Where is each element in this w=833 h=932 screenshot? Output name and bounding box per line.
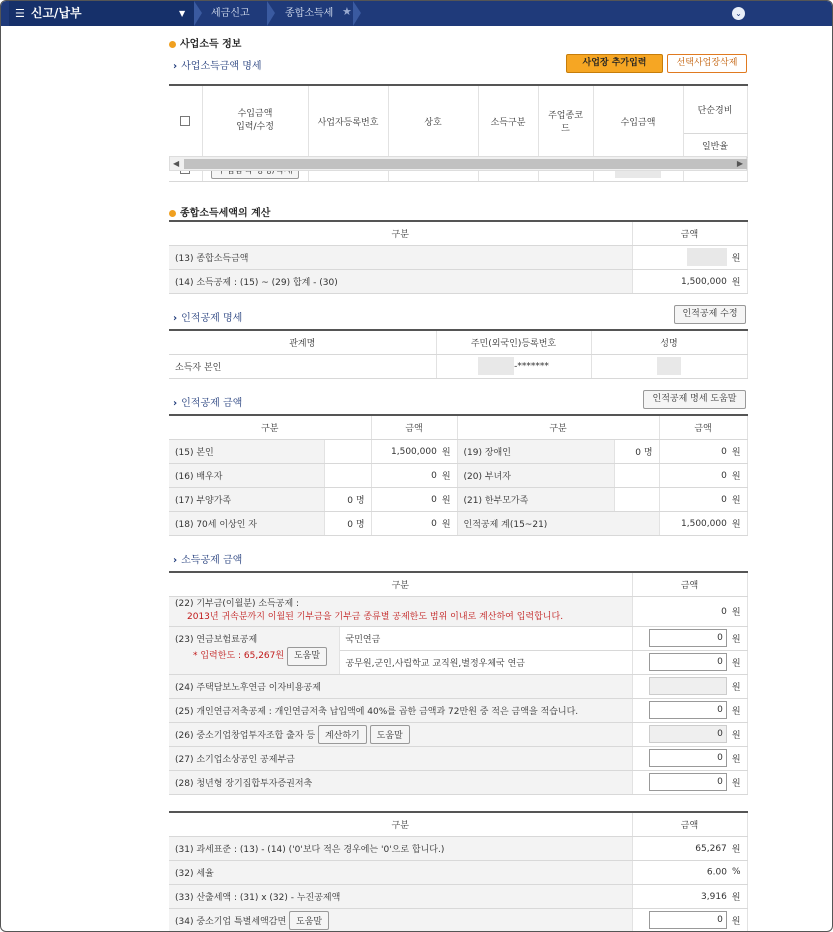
calculate-button[interactable]: 계산하기 bbox=[318, 725, 367, 744]
pa-amount-value: 1,500,000 bbox=[681, 518, 727, 529]
table-row bbox=[169, 463, 747, 487]
row31-amount: 65,267 bbox=[695, 843, 727, 854]
row26-help-button[interactable]: 도움말 bbox=[370, 725, 410, 744]
col-id-no: 주민(외국인)등록번호 bbox=[436, 330, 591, 354]
deduction-table bbox=[169, 571, 748, 795]
col-income-amount: 수입금액 bbox=[593, 85, 683, 157]
row22-amount: 0 bbox=[721, 606, 727, 617]
unit: 원 bbox=[441, 519, 451, 530]
row22-value bbox=[632, 596, 747, 626]
row25-value bbox=[632, 698, 747, 722]
row26-label bbox=[169, 722, 632, 746]
pa-label: (20) 부녀자 bbox=[457, 463, 614, 487]
pa-amount bbox=[371, 487, 457, 511]
collapse-icon[interactable]: ⌄ bbox=[732, 7, 745, 20]
pa-count-value: 0 bbox=[347, 519, 353, 530]
hamburger-icon: ☰ bbox=[15, 7, 25, 20]
col-income-edit: 수입금액 입력/수정 bbox=[202, 85, 308, 157]
col-income-type: 소득구분 bbox=[478, 85, 538, 157]
unit: 원 bbox=[731, 778, 741, 789]
pa-label: (15) 본인 bbox=[169, 439, 324, 463]
pa-amount-value: 0 bbox=[431, 470, 437, 481]
row25-label: (25) 개인연금저축공제 : 개인연금저축 납입액에 40%를 곱한 금액과 72만원 중 적은 금액을 적습니다. bbox=[169, 698, 632, 722]
calc-section-title bbox=[169, 204, 270, 219]
row23b-label: 공무원,군인,사립학교 교직원,별정우체국 연금 bbox=[339, 650, 632, 674]
pa-total-label: 인적공제 계(15~21) bbox=[457, 511, 659, 535]
col-industry-code: 주업종코드 bbox=[538, 85, 593, 157]
row34-label bbox=[169, 908, 632, 932]
dropdown-arrow-icon[interactable]: ▼ bbox=[179, 9, 186, 18]
add-business-button[interactable]: 사업장 추가입력 bbox=[566, 54, 663, 73]
table-row bbox=[169, 626, 747, 650]
unit: 명 bbox=[355, 519, 365, 530]
masked-value bbox=[478, 357, 514, 375]
col-general-rate: 일반율 bbox=[683, 133, 747, 157]
table-row bbox=[169, 884, 747, 908]
pa-label: (16) 배우자 bbox=[169, 463, 324, 487]
name-cell bbox=[591, 354, 747, 378]
bullet-icon bbox=[169, 210, 176, 217]
row23a-value bbox=[632, 626, 747, 650]
pa-amount bbox=[371, 439, 457, 463]
relation-cell: 소득자 본인 bbox=[169, 354, 436, 378]
chevron-right-icon: › bbox=[173, 313, 178, 324]
row23b-value bbox=[632, 650, 747, 674]
horizontal-scrollbar[interactable] bbox=[169, 156, 747, 171]
pa-amount bbox=[659, 487, 747, 511]
table-row bbox=[169, 770, 747, 794]
row34-input[interactable]: 0 bbox=[649, 911, 727, 929]
unit: 원 bbox=[731, 754, 741, 765]
col-name: 성명 bbox=[591, 330, 747, 354]
menu-button[interactable] bbox=[9, 1, 194, 26]
masked-value bbox=[657, 357, 681, 375]
menu-label: 신고/납부 bbox=[30, 6, 82, 20]
deduction-sub-label: 소득공제 금액 bbox=[181, 555, 243, 566]
row22-title: (22) 기부금(이월분) 소득공제 : bbox=[175, 599, 300, 609]
breadcrumb-separator bbox=[267, 1, 275, 26]
row34-help-button[interactable]: 도움말 bbox=[289, 911, 329, 930]
pa-count bbox=[324, 463, 371, 487]
pa-count-value: 0 bbox=[347, 495, 353, 506]
col-simple-expense: 단순경비 bbox=[683, 85, 747, 133]
pa-col-label-left: 구분 bbox=[169, 415, 371, 439]
unit: 원 bbox=[731, 277, 741, 288]
row32-amount: 6.00 bbox=[706, 867, 727, 878]
pa-count bbox=[324, 487, 371, 511]
row13-label: (13) 종합소득금액 bbox=[169, 245, 632, 269]
business-sub-title bbox=[173, 57, 262, 72]
pa-amount bbox=[371, 463, 457, 487]
business-section-title bbox=[169, 35, 241, 50]
personal-amount-table bbox=[169, 414, 748, 536]
pa-label: (21) 한부모가족 bbox=[457, 487, 614, 511]
personal-amount-sub-title bbox=[173, 394, 242, 409]
id-masked: -******* bbox=[514, 361, 549, 372]
top-nav bbox=[1, 1, 833, 26]
row23-label bbox=[169, 626, 339, 674]
table-row bbox=[169, 698, 747, 722]
row26-value bbox=[632, 722, 747, 746]
unit: 원 bbox=[731, 519, 741, 530]
pa-label: (19) 장애인 bbox=[457, 439, 614, 463]
ded-col-amount: 금액 bbox=[632, 572, 747, 596]
row23-title: (23) 연금보험료공제 bbox=[175, 635, 258, 645]
pa-col-amount-left: 금액 bbox=[371, 415, 457, 439]
row27-input[interactable]: 0 bbox=[649, 749, 727, 767]
national-pension-input[interactable]: 0 bbox=[649, 629, 727, 647]
business-section-label: 사업소득 정보 bbox=[180, 39, 242, 50]
table-row bbox=[169, 511, 747, 535]
row23a-label: 국민연금 bbox=[339, 626, 632, 650]
calc-col-amount: 금액 bbox=[632, 221, 747, 245]
row14-value bbox=[632, 269, 747, 293]
unit: 원 bbox=[731, 607, 741, 618]
row26-input: 0 bbox=[649, 725, 727, 743]
select-all-cell bbox=[169, 85, 202, 157]
unit: 원 bbox=[731, 730, 741, 741]
row23-help-button[interactable]: 도움말 bbox=[287, 647, 327, 666]
unit: 원 bbox=[731, 495, 741, 506]
pa-amount bbox=[371, 511, 457, 535]
row33-value bbox=[632, 884, 747, 908]
row28-value bbox=[632, 770, 747, 794]
unit: 명 bbox=[355, 495, 365, 506]
personal-table bbox=[169, 329, 748, 379]
personal-sub-label: 인적공제 명세 bbox=[181, 313, 243, 324]
calc-table bbox=[169, 220, 748, 294]
unit: 원 bbox=[441, 447, 451, 458]
table-row bbox=[169, 487, 747, 511]
row33-label: (33) 산출세액 : (31) x (32) - 누진공제액 bbox=[169, 884, 632, 908]
row31-label: (31) 과세표준 : (13) - (14) ('0'보다 적은 경우에는 '0'으로 합니다.) bbox=[169, 836, 632, 860]
row23-limit: * 입력한도 : 65,267원 bbox=[193, 651, 285, 661]
unit: 원 bbox=[731, 253, 741, 264]
row24-input bbox=[649, 677, 727, 695]
col-reg-no: 사업자등록번호 bbox=[308, 85, 388, 157]
row28-input[interactable]: 0 bbox=[649, 773, 727, 791]
pa-label: (18) 70세 이상인 자 bbox=[169, 511, 324, 535]
pa-amount bbox=[659, 511, 747, 535]
row14-amount: 1,500,000 bbox=[680, 276, 727, 287]
unit: 원 bbox=[731, 658, 741, 669]
id-cell bbox=[436, 354, 591, 378]
row31-value bbox=[632, 836, 747, 860]
pa-count bbox=[324, 439, 371, 463]
chevron-right-icon: › bbox=[173, 555, 178, 566]
row27-label: (27) 소기업소상공인 공제부금 bbox=[169, 746, 632, 770]
table-row bbox=[169, 596, 747, 626]
calc-section-label: 종합소득세액의 계산 bbox=[180, 208, 271, 219]
pa-amount-value: 0 bbox=[431, 494, 437, 505]
masked-value bbox=[687, 248, 727, 266]
col-shop-name: 상호 bbox=[388, 85, 478, 157]
table-row bbox=[169, 245, 747, 269]
breadcrumb-income-tax[interactable]: 종합소득세 bbox=[285, 8, 334, 19]
edit-personal-button[interactable]: 인적공제 수정 bbox=[674, 305, 746, 324]
row26-title: (26) 중소기업창업투자조합 출자 등 bbox=[175, 730, 316, 741]
row13-value bbox=[632, 245, 747, 269]
table-row bbox=[169, 439, 747, 463]
pa-col-label-right: 구분 bbox=[457, 415, 659, 439]
unit: 원 bbox=[731, 682, 741, 693]
row34-value bbox=[632, 908, 747, 932]
row25-input[interactable]: 0 bbox=[649, 701, 727, 719]
pa-amount-value: 0 bbox=[431, 518, 437, 529]
personal-sub-title bbox=[173, 309, 242, 324]
public-pension-input[interactable]: 0 bbox=[649, 653, 727, 671]
pa-count bbox=[614, 463, 659, 487]
col-relation: 관계명 bbox=[169, 330, 436, 354]
table-row bbox=[169, 746, 747, 770]
calc-col-label: 구분 bbox=[169, 221, 632, 245]
pa-col-amount-right: 금액 bbox=[659, 415, 747, 439]
breadcrumb-separator bbox=[194, 1, 202, 26]
select-all-checkbox[interactable] bbox=[180, 116, 190, 126]
tax-table bbox=[169, 811, 748, 932]
deduction-sub-title bbox=[173, 551, 242, 566]
table-row bbox=[169, 722, 747, 746]
pa-amount-value: 1,500,000 bbox=[391, 446, 437, 457]
personal-amount-sub-label: 인적공제 금액 bbox=[181, 398, 243, 409]
unit: 명 bbox=[643, 447, 653, 458]
unit: 원 bbox=[731, 844, 741, 855]
pa-amount-value: 0 bbox=[721, 446, 727, 457]
pa-amount bbox=[659, 439, 747, 463]
pa-count bbox=[614, 487, 659, 511]
chevron-right-icon: › bbox=[173, 61, 178, 72]
pa-count-value: 0 bbox=[635, 447, 641, 458]
unit: 원 bbox=[731, 447, 741, 458]
unit: % bbox=[731, 866, 741, 877]
pa-amount-value: 0 bbox=[721, 470, 727, 481]
row24-value bbox=[632, 674, 747, 698]
unit: 원 bbox=[731, 634, 741, 645]
row32-value bbox=[632, 860, 747, 884]
personal-help-button[interactable]: 인적공제 명세 도움말 bbox=[643, 390, 746, 409]
bullet-icon bbox=[169, 41, 176, 48]
row28-label: (28) 청년형 장기집합투자증권저축 bbox=[169, 770, 632, 794]
pa-amount bbox=[659, 463, 747, 487]
business-sub-label: 사업소득금액 명세 bbox=[181, 61, 262, 72]
table-row bbox=[169, 354, 747, 378]
ded-col-label: 구분 bbox=[169, 572, 632, 596]
unit: 원 bbox=[731, 471, 741, 482]
unit: 원 bbox=[441, 495, 451, 506]
breadcrumb-tax-report[interactable]: 세금신고 bbox=[211, 8, 250, 19]
row32-label: (32) 세율 bbox=[169, 860, 632, 884]
table-row bbox=[169, 269, 747, 293]
chevron-right-icon: › bbox=[173, 398, 178, 409]
delete-business-button[interactable]: 선택사업장삭제 bbox=[667, 54, 747, 73]
scroll-thumb[interactable] bbox=[184, 159, 747, 169]
row34-title: (34) 중소기업 특별세액감면 bbox=[175, 916, 287, 927]
unit: 원 bbox=[731, 706, 741, 717]
pa-label: (17) 부양가족 bbox=[169, 487, 324, 511]
table-row bbox=[169, 908, 747, 932]
row22-note: 2013년 귀속분까지 이월된 기부금을 기부금 종류별 공제한도 범위 이내로 계산하여 입력합니다. bbox=[187, 612, 564, 622]
tax-col-label: 구분 bbox=[169, 812, 632, 836]
row27-value bbox=[632, 746, 747, 770]
breadcrumb-separator bbox=[353, 1, 361, 26]
tax-col-amount: 금액 bbox=[632, 812, 747, 836]
scroll-left-icon[interactable]: ◀ bbox=[173, 159, 180, 168]
pa-amount-value: 0 bbox=[721, 494, 727, 505]
pa-count bbox=[324, 511, 371, 535]
unit: 원 bbox=[731, 892, 741, 903]
scroll-right-icon[interactable]: ▶ bbox=[736, 159, 743, 168]
unit: 원 bbox=[441, 471, 451, 482]
table-row bbox=[169, 860, 747, 884]
pa-count bbox=[614, 439, 659, 463]
row33-amount: 3,916 bbox=[701, 891, 727, 902]
unit: 원 bbox=[731, 916, 741, 927]
table-row bbox=[169, 674, 747, 698]
table-row bbox=[169, 836, 747, 860]
row24-label: (24) 주택담보노후연금 이자비용공제 bbox=[169, 674, 632, 698]
row14-label: (14) 소득공제 : (15) ~ (29) 합계 - (30) bbox=[169, 269, 632, 293]
row22-label bbox=[169, 596, 632, 626]
favorite-star-icon[interactable]: ★ bbox=[342, 5, 352, 18]
